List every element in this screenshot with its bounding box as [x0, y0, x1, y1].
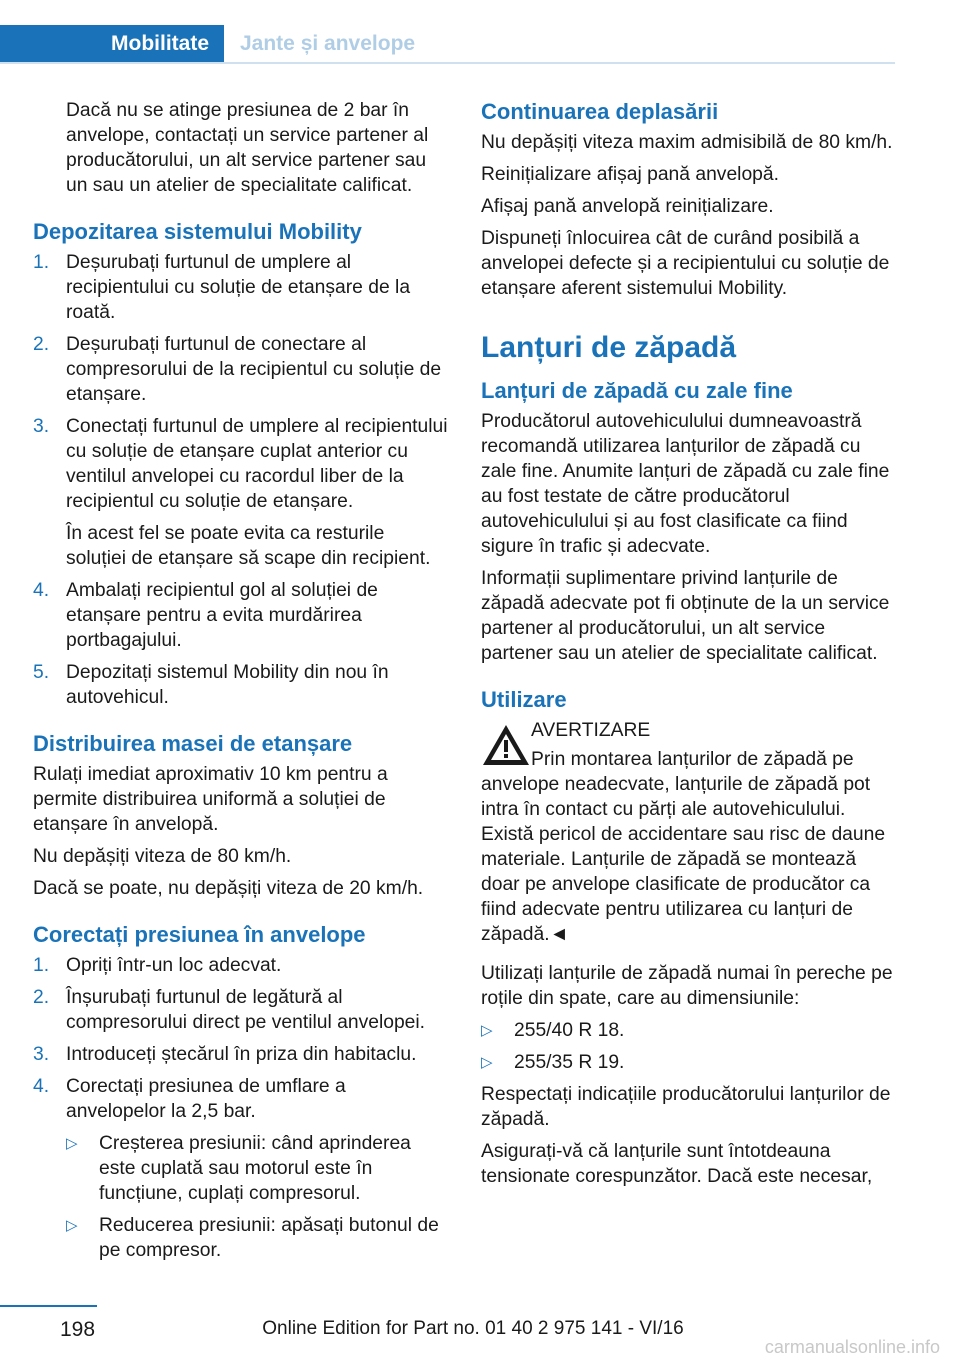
- watermark: carmanualsonline.info: [764, 1337, 940, 1357]
- sub-list-item: ▷ Creșterea presiunii: când aprinderea este cuplată sau motorul este în funcțiune, cuplați compresorul.: [66, 1133, 411, 1204]
- pressure-substeps-list: [33, 1131, 448, 1263]
- list-note: În acest fel se poate evita ca resturile soluției de etanșare să scape din recipient.: [66, 523, 431, 569]
- list-item: 3. Introduceți ștecărul în priza din habitaclu.: [33, 1044, 417, 1065]
- warning-triangle-icon: [481, 722, 531, 768]
- paragraph: Afișaj pană anvelopă reinițializare.: [481, 196, 774, 217]
- edition-text: Online Edition for Part no. 01 40 2 975 141 - VI/16: [262, 1318, 684, 1339]
- chapter-tab-mobilitate: [0, 25, 224, 62]
- intro-paragraph: Dacă nu se atinge presiunea de 2 bar în anvelope, contactați un service partener al producătorului, un alt service partener sau un sau un atelier de specialitate calificat.: [66, 100, 429, 196]
- footer-rule: [0, 1305, 97, 1307]
- left-column: [33, 98, 448, 1270]
- triangle-bullet-icon: ▷: [66, 1217, 78, 1234]
- list-item: 1. Deșurubați furtunul de umplere al recipientului cu soluție de etanșare de la roată.: [33, 252, 411, 323]
- triangle-bullet-icon: ▷: [481, 1054, 493, 1071]
- triangle-bullet-icon: ▷: [66, 1135, 78, 1152]
- heading-depozitarea: Depozitarea sistemului Mobility: [33, 219, 362, 244]
- paragraph: Reinițializare afișaj pană anvelopă.: [481, 164, 779, 185]
- right-column: [481, 98, 899, 1196]
- chapter-tab-bar: [0, 25, 895, 64]
- list-item: 1. Opriți într-un loc adecvat.: [33, 955, 282, 976]
- list-item: 3. Conectați furtunul de umplere al recipientului cu soluție de etanșare cuplat anterior cu ventilul anvelopei cu racordul liber de la recipientul cu soluție de etanșare.: [33, 416, 448, 512]
- paragraph: Rulați imediat aproximativ 10 km pentru a permite distribuirea uniformă a soluției de etanșare în anvelopă.: [33, 764, 388, 835]
- heading-zale-fine: Lanțuri de zăpadă cu zale fine: [481, 378, 793, 403]
- list-item: 4. Corectați presiunea de umflare a anvelopelor la 2,5 bar.: [33, 1076, 346, 1122]
- paragraph: Nu depășiți viteza de 80 km/h.: [33, 846, 292, 867]
- paragraph: Asigurați-vă că lanțurile sunt întotdeauna tensionate corespunzător. Dacă este necesar,: [481, 1141, 873, 1187]
- heading-distribuirea: Distribuirea masei de etanșare: [33, 731, 353, 756]
- list-item: 2. Înșurubați furtunul de legătură al compresorului direct pe ventilul anvelopei.: [33, 987, 426, 1033]
- paragraph: Informații suplimentare privind lanțurile de zăpadă adecvate pot fi obținute de la un service partener al producătorului, un alt service partener sau un atelier de specialitate calificat.: [481, 568, 890, 664]
- storage-steps-list: [33, 250, 448, 710]
- paragraph: Nu depășiți viteza maxim admisibilă de 80 km/h.: [481, 132, 893, 153]
- list-item: 4. Ambalați recipientul gol al soluției de etanșare pentru a evita murdărirea portbagajului.: [33, 580, 378, 651]
- list-item: 5. Depozitați sistemul Mobility din nou în autovehicul.: [33, 662, 389, 708]
- pressure-steps-list: [33, 953, 448, 1124]
- heading-lanturi: Lanțuri de zăpadă: [481, 331, 737, 364]
- paragraph: Dacă se poate, nu depășiți viteza de 20 km/h.: [33, 878, 424, 899]
- list-item: 2. Deșurubați furtunul de conectare al compresorului de la recipientul cu soluție de etanșare.: [33, 334, 442, 405]
- triangle-bullet-icon: ▷: [481, 1022, 493, 1039]
- chapter-tab-label: Mobilitate: [111, 32, 209, 55]
- heading-corectati: Corectați presiunea în anvelope: [33, 922, 366, 947]
- section-tab-jante: Jante și anvelope: [240, 32, 416, 55]
- heading-continuarea: Continuarea deplasării: [481, 99, 719, 124]
- paragraph: Producătorul autovehiculului dumneavoastră recomandă utilizarea lanțurilor de zăpadă cu zale fine. Anumite lanțuri de zăpadă cu zale fine au fost testate de către producătorul autovehiculului și au fost clasificate ca fiind sigure în trafic și adecvate.: [481, 411, 890, 557]
- warning-label: AVERTIZARE: [531, 720, 651, 741]
- paragraph: Dispuneți înlocuirea cât de curând posibilă a anvelopei defecte și a recipientului cu soluție de etanșare aferent sistemului Mobility.: [481, 228, 890, 299]
- list-item: ▷ 255/40 R 18.: [481, 1020, 625, 1041]
- heading-utilizare: Utilizare: [481, 687, 567, 712]
- paragraph: Utilizați lanțurile de zăpadă numai în pereche pe roțile din spate, care au dimensiunile:: [481, 963, 893, 1009]
- sub-list-item: ▷ Reducerea presiunii: apăsați butonul de pe compresor.: [66, 1215, 439, 1261]
- tire-sizes-list: [481, 1018, 899, 1075]
- page-number: 198: [60, 1318, 96, 1341]
- paragraph: Respectați indicațiile producătorului lanțurilor de zăpadă.: [481, 1084, 891, 1130]
- list-item: ▷ 255/35 R 19.: [481, 1052, 625, 1073]
- warning-text: Prin montarea lanțurilor de zăpadă pe anvelope neadecvate, lanțurile de zăpadă pot intra în contact cu părți ale autovehiculului. Există pericol de accidentare sau risc de daune materiale. Lanțurile de zăpadă se montează doar pe anvelope clasificate de producător ca fiind adecvate pentru utilizarea cu lanțuri de zăpadă.◄: [481, 749, 886, 945]
